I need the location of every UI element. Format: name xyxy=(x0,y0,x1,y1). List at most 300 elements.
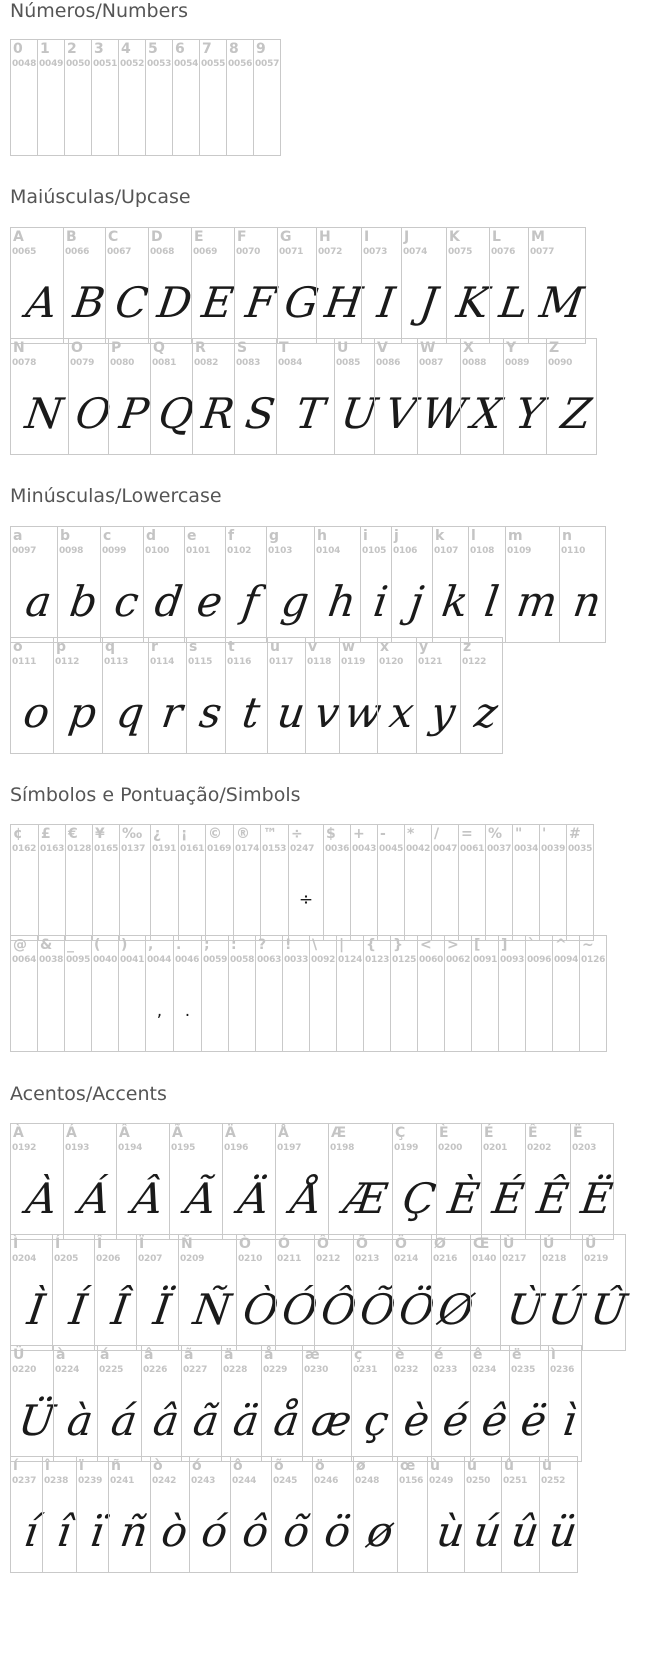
glyph-cell xyxy=(222,1123,276,1240)
glyph-character: - xyxy=(380,826,386,842)
glyph-character: u xyxy=(270,639,280,655)
glyph-code: 0059 xyxy=(203,955,228,965)
glyph-sample: . xyxy=(184,1000,191,1021)
glyph-cell xyxy=(37,39,65,156)
glyph-cell xyxy=(228,935,256,1052)
glyph-cell xyxy=(277,227,322,344)
glyph-character: : xyxy=(231,937,237,953)
glyph-character: ¥ xyxy=(95,826,105,842)
glyph-cell xyxy=(141,1345,182,1462)
glyph-cell xyxy=(363,935,391,1052)
glyph-code: 0200 xyxy=(438,1143,463,1153)
glyph-character: Á xyxy=(66,1125,77,1141)
glyph-code: 0100 xyxy=(145,546,170,556)
glyph-code: 0201 xyxy=(483,1143,508,1153)
glyph-cell xyxy=(178,1234,237,1351)
glyph-cell xyxy=(10,1345,58,1462)
glyph-code: 0101 xyxy=(186,546,211,556)
glyph-row xyxy=(10,526,605,643)
glyph-code: 0064 xyxy=(12,955,37,965)
glyph-character: ê xyxy=(473,1347,483,1363)
glyph-sample: x xyxy=(386,688,417,737)
glyph-sample: Å xyxy=(288,1174,326,1223)
glyph-code: 0091 xyxy=(473,955,498,965)
glyph-cell xyxy=(116,1123,170,1240)
glyph-row xyxy=(10,338,596,455)
glyph-cell xyxy=(417,338,469,455)
glyph-sample: Í xyxy=(66,1285,90,1334)
glyph-cell xyxy=(186,637,226,754)
glyph-cell xyxy=(471,935,499,1052)
glyph-sample: ù xyxy=(433,1507,468,1556)
glyph-code: 0249 xyxy=(429,1476,454,1486)
glyph-cell xyxy=(119,824,151,941)
glyph-sample: Ù xyxy=(504,1285,547,1334)
glyph-character: à xyxy=(56,1347,66,1363)
glyph-code: 0234 xyxy=(472,1365,497,1375)
glyph-code: 0194 xyxy=(118,1143,143,1153)
glyph-character: Œ xyxy=(473,1236,490,1252)
glyph-character: # xyxy=(569,826,581,842)
glyph-cell xyxy=(230,1456,272,1573)
glyph-row xyxy=(10,824,593,941)
glyph-character: ! xyxy=(285,937,292,953)
glyph-code: 0079 xyxy=(70,358,95,368)
glyph-character: k xyxy=(435,528,445,544)
glyph-sample: y xyxy=(427,688,459,737)
glyph-character: ó xyxy=(192,1458,202,1474)
glyph-character: | xyxy=(339,937,345,953)
glyph-code: 0038 xyxy=(39,955,64,965)
glyph-character: é xyxy=(434,1347,444,1363)
glyph-sample: Û xyxy=(587,1285,630,1334)
section-title-accents: Acentos/Accents xyxy=(10,1083,167,1105)
glyph-character: V xyxy=(377,340,388,356)
glyph-cell xyxy=(148,637,187,754)
glyph-cell xyxy=(145,39,173,156)
glyph-sample: a xyxy=(22,577,55,626)
glyph-character: D xyxy=(151,229,163,245)
glyph-code: 0218 xyxy=(542,1254,567,1264)
glyph-code: 0086 xyxy=(376,358,401,368)
glyph-cell xyxy=(336,935,364,1052)
glyph-code: 0206 xyxy=(96,1254,121,1264)
glyph-code: 0220 xyxy=(12,1365,37,1375)
glyph-character: p xyxy=(56,639,67,655)
glyph-cell xyxy=(10,338,69,455)
glyph-character: ¡ xyxy=(181,826,188,842)
glyph-row xyxy=(10,1345,581,1462)
glyph-code: 0156 xyxy=(399,1476,424,1486)
glyph-sample: c xyxy=(111,577,142,626)
glyph-cell xyxy=(351,1345,393,1462)
glyph-cell xyxy=(172,39,200,156)
glyph-cell xyxy=(10,1234,53,1351)
glyph-cell xyxy=(10,227,64,344)
glyph-sample: Ê xyxy=(533,1174,572,1223)
glyph-sample: o xyxy=(20,688,53,737)
glyph-code: 0252 xyxy=(541,1476,566,1486)
glyph-character: ø xyxy=(356,1458,366,1474)
glyph-cell xyxy=(94,1234,137,1351)
glyph-sample: L xyxy=(496,278,532,327)
glyph-code: 0115 xyxy=(188,657,213,667)
glyph-character: Ç xyxy=(395,1125,406,1141)
glyph-character: / xyxy=(434,826,440,842)
glyph-sample: h xyxy=(325,577,360,626)
glyph-sample: ñ xyxy=(117,1507,152,1556)
glyph-cell xyxy=(201,935,229,1052)
glyph-cell xyxy=(145,935,174,1052)
glyph-cell xyxy=(68,338,114,455)
glyph-sample: M xyxy=(536,278,587,327)
glyph-code: 0247 xyxy=(290,844,315,854)
glyph-sample: Ì xyxy=(24,1285,48,1334)
glyph-code: 0054 xyxy=(174,59,199,69)
glyph-code: 0203 xyxy=(572,1143,597,1153)
glyph-code: 0123 xyxy=(365,955,390,965)
glyph-character: ã xyxy=(184,1347,194,1363)
glyph-code: 0069 xyxy=(193,247,218,257)
glyph-character: m xyxy=(508,528,523,544)
glyph-sample: O xyxy=(72,389,114,438)
glyph-code: 0243 xyxy=(191,1476,216,1486)
glyph-character: Ê xyxy=(528,1125,538,1141)
glyph-character: , xyxy=(148,937,154,953)
glyph-sample: Ã xyxy=(182,1174,220,1223)
glyph-character: Ñ xyxy=(181,1236,193,1252)
glyph-cell xyxy=(316,227,366,344)
glyph-character: ( xyxy=(94,937,101,953)
glyph-character: O xyxy=(71,340,83,356)
glyph-cell xyxy=(184,526,226,643)
glyph-cell xyxy=(276,338,335,455)
glyph-code: 0063 xyxy=(257,955,282,965)
glyph-code: 0036 xyxy=(325,844,350,854)
glyph-cell xyxy=(108,338,151,455)
glyph-code: 0174 xyxy=(235,844,260,854)
glyph-character: å xyxy=(264,1347,274,1363)
glyph-character: ™ xyxy=(263,826,277,842)
glyph-character: Í xyxy=(55,1236,61,1252)
glyph-sample: õ xyxy=(280,1507,313,1556)
glyph-character: ~ xyxy=(582,937,594,953)
glyph-character: ç xyxy=(354,1347,363,1363)
glyph-cell xyxy=(470,1234,501,1351)
glyph-cell xyxy=(10,637,54,754)
glyph-character: î xyxy=(45,1458,50,1474)
glyph-character: 4 xyxy=(121,41,131,57)
glyph-character: æ xyxy=(305,1347,320,1363)
glyph-cell xyxy=(266,526,315,643)
glyph-code: 0058 xyxy=(230,955,255,965)
glyph-code: 0128 xyxy=(67,844,92,854)
glyph-cell xyxy=(253,39,281,156)
glyph-character: s xyxy=(189,639,198,655)
glyph-cell xyxy=(566,824,594,941)
glyph-character: [ xyxy=(474,937,481,953)
glyph-cell xyxy=(314,526,361,643)
glyph-code: 0111 xyxy=(12,657,37,667)
glyph-code: 0056 xyxy=(228,59,253,69)
glyph-sample: ø xyxy=(364,1507,397,1556)
glyph-code: 0214 xyxy=(394,1254,419,1264)
glyph-character: Ã xyxy=(172,1125,183,1141)
glyph-code: 0070 xyxy=(236,247,261,257)
glyph-code: 0033 xyxy=(284,955,309,965)
glyph-cell xyxy=(150,824,179,941)
glyph-character: ö xyxy=(315,1458,325,1474)
glyph-cell xyxy=(236,1234,282,1351)
glyph-cell xyxy=(432,526,472,643)
glyph-code: 0161 xyxy=(180,844,205,854)
glyph-cell xyxy=(192,338,238,455)
glyph-character: ¢ xyxy=(13,826,23,842)
glyph-sample: Ç xyxy=(399,1174,439,1223)
glyph-sample: â xyxy=(150,1396,183,1445)
glyph-code: 0248 xyxy=(355,1476,380,1486)
glyph-character: A xyxy=(13,229,24,245)
glyph-cell xyxy=(334,338,381,455)
glyph-character: I xyxy=(364,229,370,245)
glyph-code: 0085 xyxy=(336,358,361,368)
glyph-code: 0075 xyxy=(448,247,473,257)
glyph-code: 0245 xyxy=(273,1476,298,1486)
glyph-code: 0117 xyxy=(269,657,294,667)
glyph-sample: , xyxy=(156,1000,163,1021)
glyph-sample: n xyxy=(570,577,605,626)
glyph-code: 0140 xyxy=(472,1254,497,1264)
glyph-cell xyxy=(288,824,324,941)
glyph-code: 0230 xyxy=(304,1365,329,1375)
glyph-sample: á xyxy=(108,1396,141,1445)
glyph-character: ï xyxy=(79,1458,84,1474)
glyph-code: 0238 xyxy=(44,1476,69,1486)
glyph-cell xyxy=(582,1234,630,1351)
glyph-sample: R xyxy=(198,389,238,438)
glyph-cell xyxy=(102,637,149,754)
glyph-character: À xyxy=(13,1125,24,1141)
glyph-character: q xyxy=(105,639,116,655)
glyph-cell xyxy=(42,1456,77,1573)
glyph-character: & xyxy=(40,937,53,953)
glyph-cell xyxy=(100,526,144,643)
glyph-code: 0089 xyxy=(505,358,530,368)
glyph-sample: m xyxy=(513,577,561,626)
glyph-sample: j xyxy=(406,577,427,626)
glyph-sample: A xyxy=(23,278,61,327)
glyph-cell xyxy=(37,935,65,1052)
glyph-sample: e xyxy=(193,577,226,626)
glyph-row xyxy=(10,1123,616,1240)
glyph-character: r xyxy=(151,639,158,655)
section-title-upcase: Maiúsculas/Upcase xyxy=(10,186,191,208)
glyph-code: 0114 xyxy=(150,657,175,667)
glyph-code: 0210 xyxy=(238,1254,263,1264)
glyph-character: e xyxy=(187,528,197,544)
glyph-character: C xyxy=(108,229,119,245)
glyph-character: $ xyxy=(326,826,336,842)
glyph-sample: æ xyxy=(308,1396,355,1445)
glyph-character: ò xyxy=(153,1458,163,1474)
glyph-character: Ô xyxy=(317,1236,329,1252)
glyph-sample: E xyxy=(198,278,237,327)
glyph-character: " xyxy=(515,826,523,842)
glyph-sample: V xyxy=(382,389,420,438)
glyph-character: 7 xyxy=(202,41,212,57)
glyph-cell xyxy=(10,824,39,941)
glyph-sample: ï xyxy=(87,1507,108,1556)
glyph-cell xyxy=(431,824,459,941)
glyph-character: Ö xyxy=(395,1236,407,1252)
glyph-character: € xyxy=(68,826,78,842)
glyph-code: 0237 xyxy=(12,1476,37,1486)
glyph-code: 0095 xyxy=(66,955,91,965)
glyph-code: 0080 xyxy=(110,358,135,368)
glyph-character: 5 xyxy=(148,41,158,57)
glyph-character: © xyxy=(208,826,222,842)
glyph-character: Ú xyxy=(543,1236,555,1252)
glyph-code: 0213 xyxy=(355,1254,380,1264)
glyph-character: ù xyxy=(430,1458,440,1474)
glyph-code: 0121 xyxy=(418,657,443,667)
glyph-cell xyxy=(525,935,553,1052)
glyph-cell xyxy=(52,1234,95,1351)
glyph-character: K xyxy=(449,229,460,245)
glyph-code: 0119 xyxy=(341,657,366,667)
glyph-code: 0053 xyxy=(147,59,172,69)
glyph-code: 0124 xyxy=(338,955,363,965)
glyph-sample: Ô xyxy=(318,1285,360,1334)
glyph-code: 0109 xyxy=(507,546,532,556)
glyph-sample: û xyxy=(508,1507,543,1556)
glyph-cell xyxy=(417,935,445,1052)
glyph-sample: U xyxy=(338,389,381,438)
glyph-sample: Ï xyxy=(150,1285,174,1334)
glyph-cell xyxy=(503,338,547,455)
glyph-cell xyxy=(323,824,351,941)
glyph-character: û xyxy=(504,1458,514,1474)
glyph-code: 0082 xyxy=(194,358,219,368)
glyph-sample: ü xyxy=(546,1507,581,1556)
glyph-character: 6 xyxy=(175,41,185,57)
glyph-code: 0068 xyxy=(150,247,175,257)
glyph-cell xyxy=(261,1345,303,1462)
glyph-cell xyxy=(401,227,447,344)
glyph-code: 0047 xyxy=(433,844,458,854)
section-title-lowercase: Minúsculas/Lowercase xyxy=(10,485,222,507)
glyph-character: Z xyxy=(549,340,560,356)
glyph-sample: Ä xyxy=(235,1174,273,1223)
glyph-cell xyxy=(460,637,503,754)
glyph-code: 0099 xyxy=(102,546,127,556)
glyph-cell xyxy=(353,1234,399,1351)
glyph-code: 0050 xyxy=(66,59,91,69)
glyph-code: 0231 xyxy=(353,1365,378,1375)
glyph-cell xyxy=(328,1123,393,1240)
glyph-code: 0118 xyxy=(307,657,332,667)
glyph-sample: I xyxy=(374,278,398,327)
glyph-cell xyxy=(260,824,289,941)
glyph-character: ` xyxy=(528,937,535,953)
glyph-code: 0205 xyxy=(54,1254,79,1264)
glyph-sample: å xyxy=(270,1396,303,1445)
glyph-code: 0163 xyxy=(40,844,65,854)
glyph-sample: S xyxy=(242,389,279,438)
glyph-character: ) xyxy=(121,937,128,953)
glyph-code: 0037 xyxy=(487,844,512,854)
glyph-code: 0116 xyxy=(227,657,252,667)
glyph-cell xyxy=(108,1456,151,1573)
glyph-cell xyxy=(512,824,540,941)
glyph-character: õ xyxy=(274,1458,284,1474)
glyph-sample: i xyxy=(370,577,391,626)
glyph-cell xyxy=(275,1234,321,1351)
glyph-character: ¿ xyxy=(153,826,162,842)
glyph-cell xyxy=(255,935,283,1052)
glyph-character: a xyxy=(13,528,23,544)
glyph-sample: q xyxy=(113,688,148,737)
glyph-code: 0235 xyxy=(511,1365,536,1375)
glyph-character: o xyxy=(13,639,23,655)
glyph-character: ë xyxy=(512,1347,522,1363)
glyph-cell xyxy=(136,1234,179,1351)
glyph-cell xyxy=(199,39,227,156)
glyph-character: Ø xyxy=(434,1236,446,1252)
glyph-code: 0219 xyxy=(584,1254,609,1264)
glyph-cell xyxy=(539,1456,581,1573)
glyph-cell xyxy=(53,637,103,754)
glyph-code: 0055 xyxy=(201,59,226,69)
glyph-sample: f xyxy=(239,577,262,626)
glyph-cell xyxy=(360,526,392,643)
glyph-code: 0088 xyxy=(462,358,487,368)
glyph-cell xyxy=(267,637,309,754)
glyph-cell xyxy=(377,637,417,754)
glyph-code: 0211 xyxy=(277,1254,302,1264)
glyph-code: 0041 xyxy=(120,955,145,965)
glyph-sample: Ø xyxy=(435,1285,477,1334)
glyph-character: ä xyxy=(224,1347,234,1363)
glyph-cell xyxy=(427,1456,468,1573)
glyph-code: 0102 xyxy=(227,546,252,556)
glyph-cell xyxy=(458,824,486,941)
glyph-code: 0193 xyxy=(65,1143,90,1153)
glyph-character: * xyxy=(407,826,415,842)
glyph-code: 0107 xyxy=(434,546,459,556)
glyph-sample: È xyxy=(444,1174,483,1223)
glyph-cell xyxy=(305,637,343,754)
glyph-sample: C xyxy=(112,278,152,327)
glyph-code: 0084 xyxy=(278,358,303,368)
glyph-row xyxy=(10,1234,630,1351)
glyph-sample: ú xyxy=(470,1507,505,1556)
glyph-cell xyxy=(10,526,58,643)
glyph-sample: Õ xyxy=(357,1285,399,1334)
glyph-cell xyxy=(485,824,513,941)
glyph-character: = xyxy=(461,826,473,842)
glyph-character: ì xyxy=(551,1347,556,1363)
glyph-sample: Ó xyxy=(279,1285,321,1334)
glyph-cell xyxy=(500,1234,547,1351)
glyph-sample: F xyxy=(242,278,279,327)
glyph-sample: Ü xyxy=(15,1396,58,1445)
glyph-sample: Q xyxy=(155,389,197,438)
glyph-sample: í xyxy=(21,1507,42,1556)
glyph-sample: É xyxy=(489,1174,527,1223)
glyph-sample: d xyxy=(151,577,186,626)
glyph-cell xyxy=(118,39,146,156)
